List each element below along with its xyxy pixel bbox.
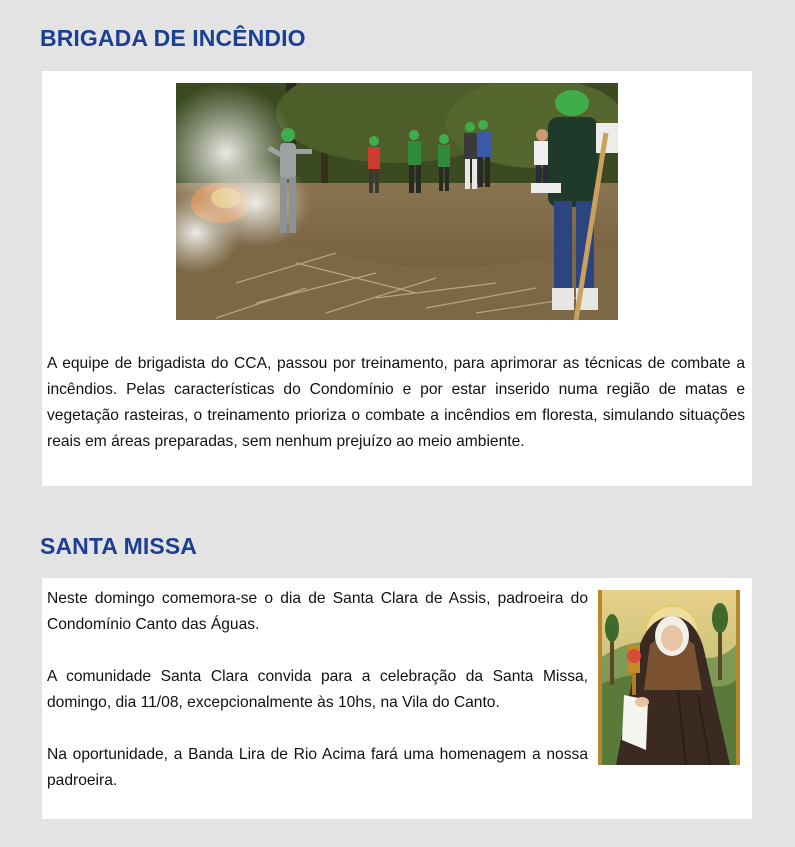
section-title-brigada: BRIGADA DE INCÊNDIO <box>40 25 306 51</box>
fire-brigade-training-photo <box>176 83 618 320</box>
santa-missa-paragraph-2: A comunidade Santa Clara convida para a celebração da Santa Missa, domingo, dia 11/08, excepcionalmente às 10hs, na Vila do Canto. <box>47 668 588 711</box>
santa-missa-text <box>47 586 588 794</box>
section-panel-santa-missa <box>42 578 752 819</box>
santa-missa-paragraph-3: Na oportunidade, a Banda Lira de Rio Acima fará uma homenagem a nossa padroeira. <box>47 746 588 789</box>
saint-clare-portrait <box>598 590 740 765</box>
section-panel-brigada <box>42 71 752 486</box>
brigada-paragraph: A equipe de brigadista do CCA, passou por treinamento, para aprimorar as técnicas de combate a incêndios. Pelas características do Condomínio e por estar inserido numa região de matas e vegetação rasteiras, o treinamento prioriza o combate a incêndios em floresta, simulando situações reais em áreas preparadas, sem nenhum prejuízo ao meio ambiente. <box>47 355 745 450</box>
santa-missa-paragraph-1: Neste domingo comemora-se o dia de Santa Clara de Assis, padroeira do Condomínio Canto das Águas. <box>47 590 588 633</box>
section-title-santa-missa: SANTA MISSA <box>40 533 197 559</box>
